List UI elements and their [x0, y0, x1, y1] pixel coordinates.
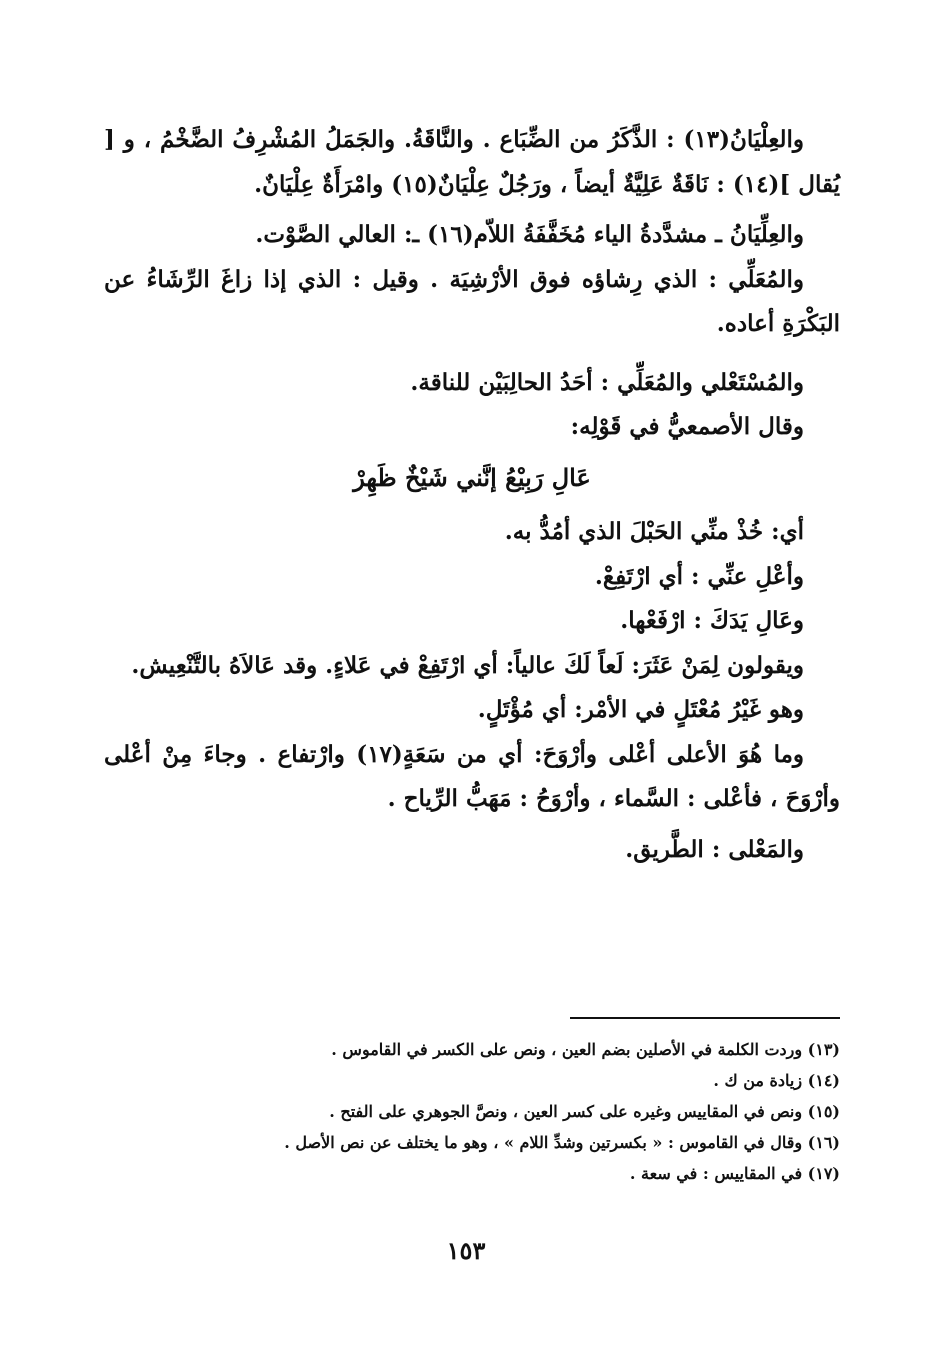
paragraph-ali-anni: وأعْلِ عنِّي : أي ارْتَفِعْ. [594, 562, 804, 590]
paragraph-la-an-laka: ويقولون لِمَنْ عَثَرَ: لَعاً لَكَ عالياً: أي ارْتَفِعْ في عَلاءٍ. وقد عَالاَهُ بالتَّنْعِيش. [131, 651, 804, 679]
paragraph-al-ilyan: والعِلْيَانُ(١٣) : الذَّكَرُ من الضِّبَاع . والنَّاقَةُ. والجَمَلُ المُشْرِفُ الضَّخْمُ ، و [ يُقال ](١٤) : نَاقَةٌ عَلِيَّةٌ أيضاً ، ورَجُلٌ عِلْيَانٌ(١٥) وامْرَأَةٌ عِلْيَانٌ. [104, 126, 840, 198]
paragraph-aal-yadak: وعَالِ يَدَكَ : ارْفَعْها. [620, 607, 804, 634]
footnote-16: (١٦) وقال في القاموس : « بكسرتين وشدِّ اللام » ، وهو ما يختلف عن نص الأصل . [284, 1133, 840, 1152]
page-number: ١٥٣ [446, 1236, 486, 1265]
paragraph-al-mala: والمَعْلى : الطَّريق. [625, 835, 804, 863]
poetry-verse: عَالِ رَبِيْعُ إنَّني شَيْخٌ ظَهِرْ [353, 462, 591, 492]
footnote-13: (١٣) وردت الكلمة في الأصلين بضم العين ، ونص على الكسر في القاموس . [331, 1040, 840, 1059]
paragraph-al-muilli: والمُعَلِّي : الذي رِشاؤه فوق الأرْشِيَة . وقيل : الذي إذا زاغَ الرِّشَاءُ عن البَكْرَةِ أعاده. [104, 265, 840, 337]
paragraph-asmai-intro: وقال الأصمعيُّ في قَوْلِه: [570, 413, 804, 440]
paragraph-al-illiyan: والعِلِّيَانُ ـ مشدَّدةُ الياء مُخَفَّفَةُ اللاّم(١٦) ـ: العالي الصَّوْت. [255, 221, 804, 248]
footnotes [104, 1034, 840, 1189]
paragraph-mutal: وهو غَيْرُ مُعْتَلٍ في الأمْر: أي مُؤْتَلٍ. [477, 696, 804, 723]
paragraph-verse-gloss: أي: خُذْ منِّي الحَبْلَ الذي أمُدُّ به. [504, 518, 804, 545]
footnote-17: (١٧) في المقاييس : في سعة . [629, 1164, 840, 1183]
footnote-15: (١٥) ونص في المقاييس وغيره على كسر العين ، ونصَّ الجوهري على الفتح . [329, 1102, 840, 1121]
paragraph-al-mustali: والمُسْتَعْلي والمُعَلِّي : أحَدُ الحالِبَيْن للناقة. [410, 368, 804, 396]
main-text [104, 118, 840, 872]
paragraph-ala-arwah: وما هُوَ الأعلى أعْلى وأرْوَحَ: أي من سَعَةٍ(١٧) وارْتفاع . وجاءَ مِنْ أعْلى وأرْوَحَ ، فأعْلى : السَّماء ، وأرْوَحُ : مَهَبُّ الرِّياح . [104, 740, 840, 812]
footnote-14: (١٤) زيادة من ك . [713, 1071, 840, 1090]
footnote-separator [570, 1017, 840, 1019]
